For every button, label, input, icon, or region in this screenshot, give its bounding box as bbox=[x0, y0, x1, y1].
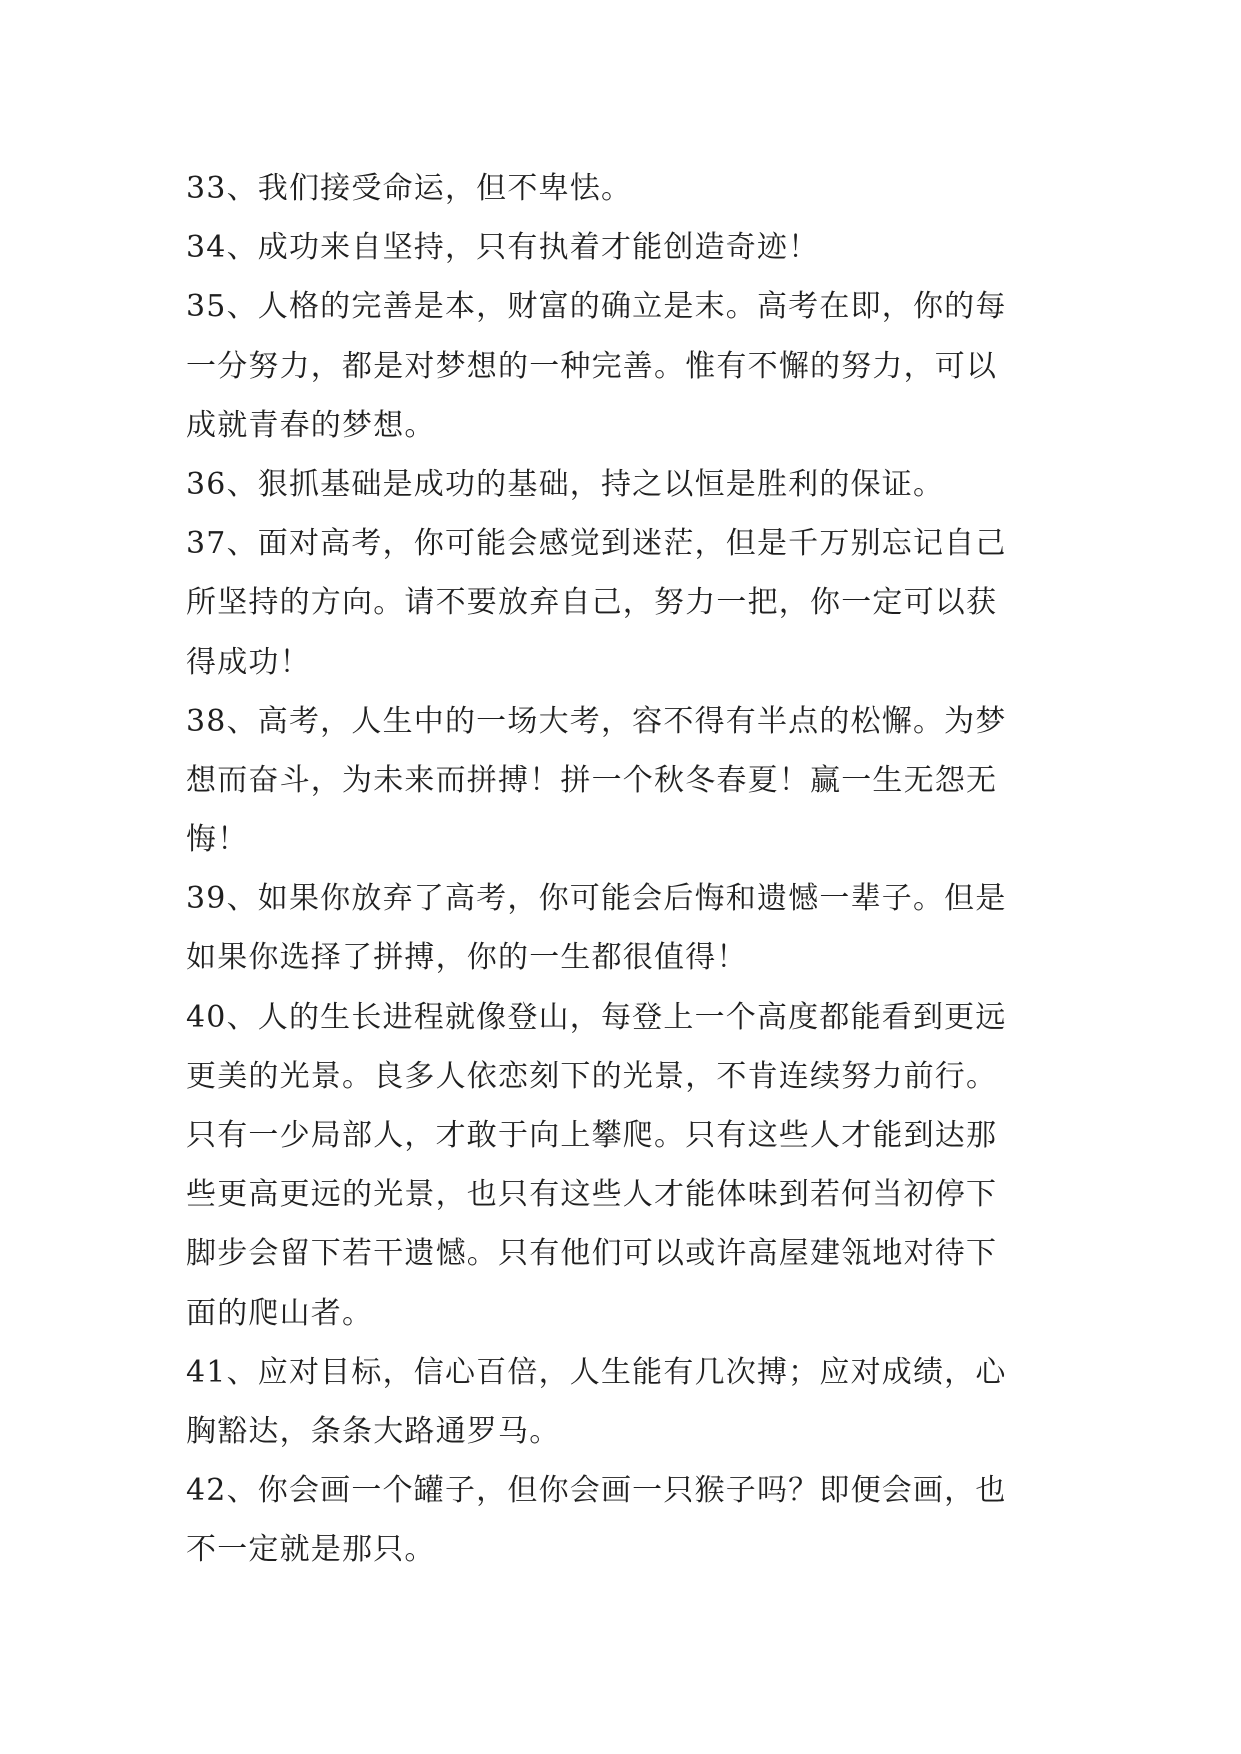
list-item bbox=[186, 159, 1086, 218]
list-item bbox=[186, 869, 1086, 987]
text-line: 脚步会留下若干遗憾。只有他们可以或许高屋建瓴地对待下 bbox=[186, 1236, 998, 1272]
text-line: 得成功！ bbox=[186, 644, 311, 680]
list-item bbox=[186, 514, 1086, 692]
text-line: 41、应对目标，信心百倍，人生能有几次搏；应对成绩，心 bbox=[186, 1354, 1007, 1390]
text-line: 38、高考，人生中的一场大考，容不得有半点的松懈。为梦 bbox=[186, 703, 1007, 739]
text-line: 胸豁达，条条大路通罗马。 bbox=[186, 1413, 561, 1449]
list-item bbox=[186, 988, 1086, 1343]
text-line: 所坚持的方向。请不要放弃自己，努力一把，你一定可以获 bbox=[186, 585, 998, 621]
document-body bbox=[186, 159, 1086, 1580]
text-line: 35、人格的完善是本，财富的确立是末。高考在即，你的每 bbox=[186, 289, 1007, 325]
text-line: 40、人的生长进程就像登山，每登上一个高度都能看到更远 bbox=[186, 999, 1007, 1035]
text-line: 一分努力，都是对梦想的一种完善。惟有不懈的努力，可以 bbox=[186, 348, 998, 384]
list-item bbox=[186, 1461, 1086, 1579]
text-line: 想而奋斗，为未来而拼搏！拼一个秋冬春夏！赢一生无怨无 bbox=[186, 762, 998, 798]
list-item bbox=[186, 692, 1086, 870]
text-line: 悔！ bbox=[186, 822, 249, 858]
text-line: 42、你会画一个罐子，但你会画一只猴子吗？即便会画，也 bbox=[186, 1473, 1007, 1509]
text-line: 如果你选择了拼搏，你的一生都很值得！ bbox=[186, 940, 748, 976]
list-item bbox=[186, 1343, 1086, 1461]
text-line: 37、面对高考，你可能会感觉到迷茫，但是千万别忘记自己 bbox=[186, 526, 1007, 562]
text-line: 36、狠抓基础是成功的基础，持之以恒是胜利的保证。 bbox=[186, 466, 945, 502]
text-line: 39、如果你放弃了高考，你可能会后悔和遗憾一辈子。但是 bbox=[186, 881, 1007, 917]
text-line: 更美的光景。良多人依恋刻下的光景，不肯连续努力前行。 bbox=[186, 1058, 998, 1094]
list-item bbox=[186, 218, 1086, 277]
text-line: 34、成功来自坚持，只有执着才能创造奇迹！ bbox=[186, 230, 820, 266]
text-line: 面的爬山者。 bbox=[186, 1295, 374, 1331]
list-item bbox=[186, 277, 1086, 455]
text-line: 些更高更远的光景，也只有这些人才能体味到若何当初停下 bbox=[186, 1177, 998, 1213]
list-item bbox=[186, 455, 1086, 514]
text-line: 成就青春的梦想。 bbox=[186, 407, 436, 443]
text-line: 33、我们接受命运，但不卑怯。 bbox=[186, 171, 633, 206]
text-line: 不一定就是那只。 bbox=[186, 1532, 436, 1568]
text-line: 只有一少局部人，才敢于向上攀爬。只有这些人才能到达那 bbox=[186, 1118, 998, 1153]
